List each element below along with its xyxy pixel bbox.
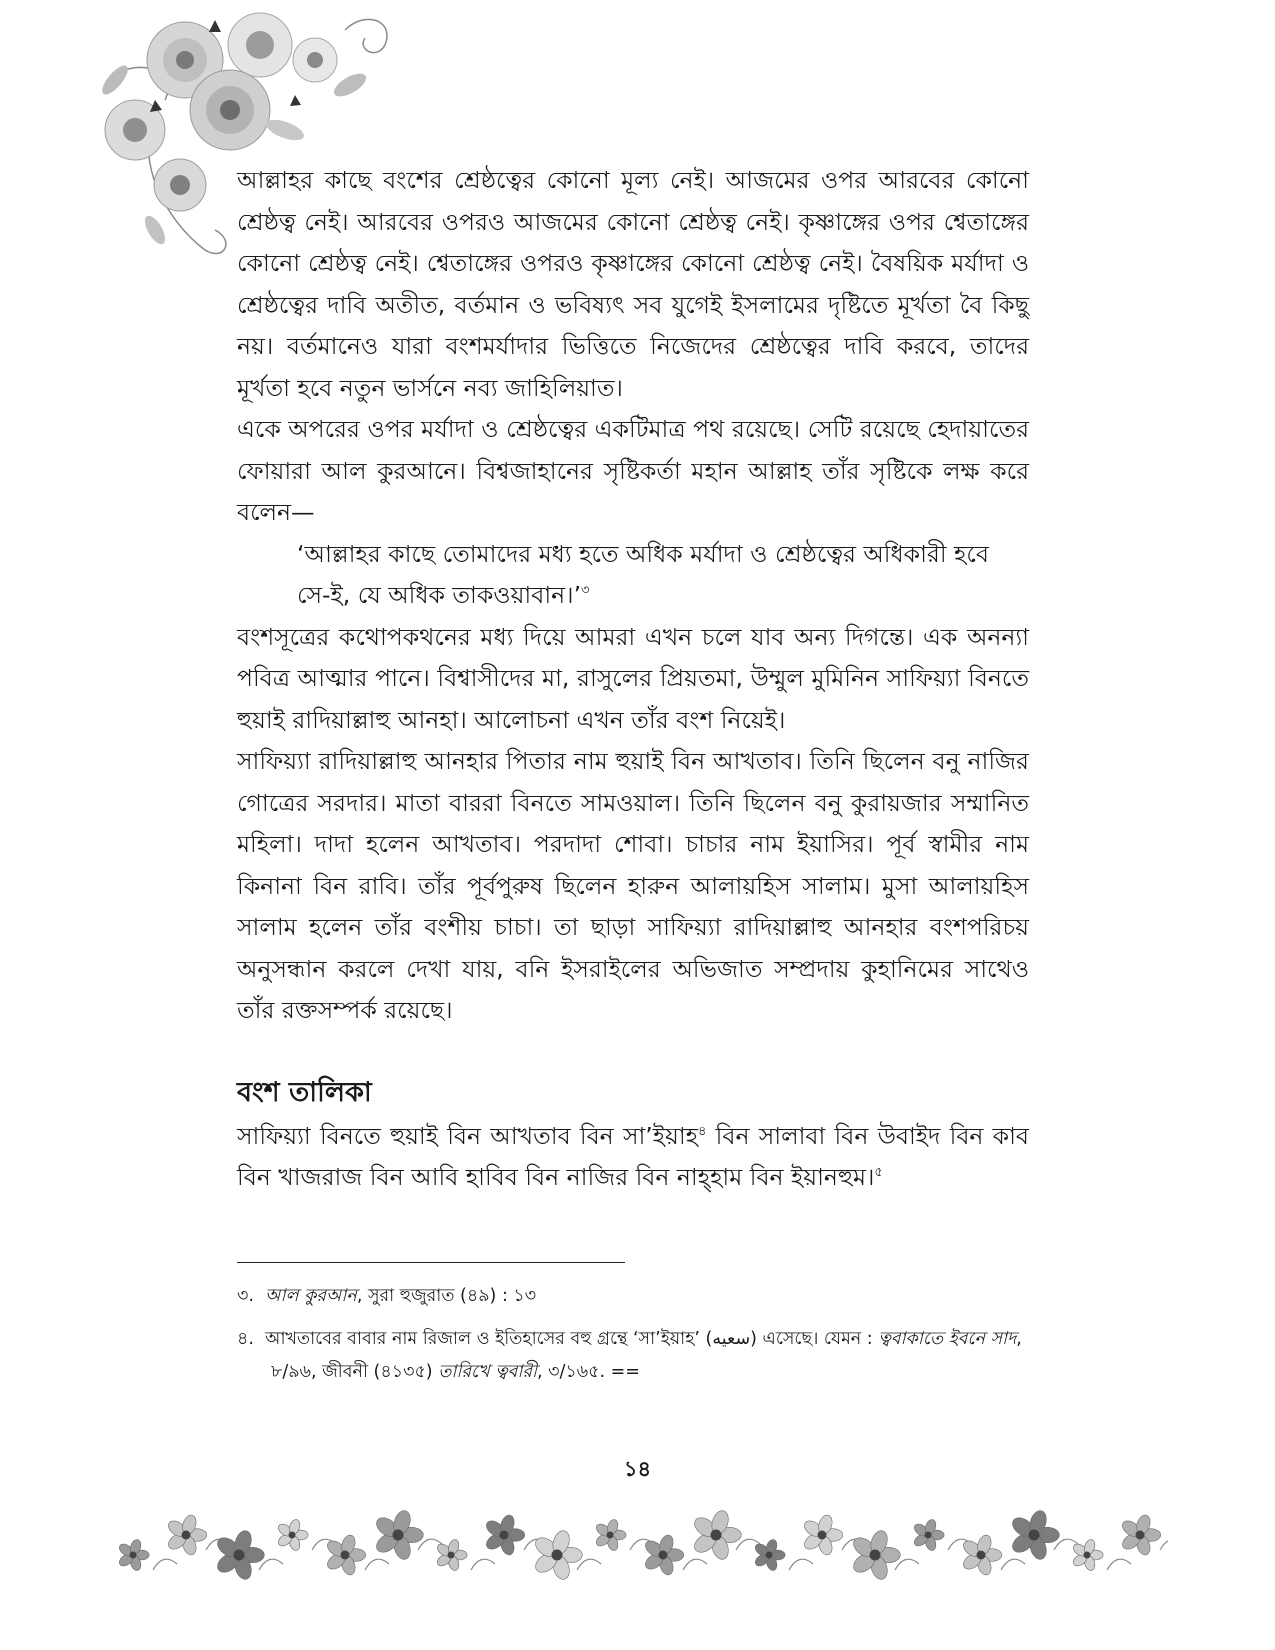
lineage-paragraph xyxy=(237,1116,1029,1199)
footnote-4-text-3: , ৮/৯৬, জীবনী (৪১৩৫) xyxy=(271,1329,1022,1382)
footnote-4-book-1: ত্ববাকাতে ইবনে সাদ xyxy=(878,1329,1017,1349)
footnote-4-text-2: ) এসেছে। যেমন : xyxy=(750,1329,879,1349)
footnote-3-source: আল কুরআন xyxy=(265,1286,357,1306)
footnote-4-text-4: , ৩/১৬৫. == xyxy=(537,1362,640,1382)
footnote-divider xyxy=(237,1262,625,1263)
floral-bottom-border xyxy=(108,1500,1168,1590)
footnote-4-book-2: তারিখে ত্ববারী xyxy=(438,1362,538,1382)
section-heading: বংশ তালিকা xyxy=(237,1076,372,1108)
lineage-text-1: সাফিয়্যা বিনতে হুয়াই বিন আখতাব বিন সা’ইয়াহ xyxy=(237,1121,698,1150)
paragraph-4: সাফিয়্যা রাদিয়াল্লাহু আনহার পিতার নাম হুয়াই বিন আখতাব। তিনি ছিলেন বনু নাজির গোত্রের সরদার। মাতা বাররা বিনতে সামওয়াল। তিনি ছিলেন বনু কুরায়জার সম্মানিত মহিলা। দাদা হলেন আখতাব। পরদাদা শোবা। চাচার নাম ইয়াসির। পূর্ব স্বামীর নাম কিনানা বিন রাবি। তাঁর পূর্বপুরুষ ছিলেন হারুন আলায়হিস সালাম। মুসা আলায়হিস সালাম হলেন তাঁর বংশীয় চাচা। তা ছাড়া সাফিয়্যা রাদিয়াল্লাহু আনহার বংশপরিচয় অনুসন্ধান করলে দেখা যায়, বনি ইসরাইলের অভিজাত সম্প্রদায় কুহানিমের সাথেও তাঁর রক্তসম্পর্ক রয়েছে। xyxy=(237,747,1029,1024)
footnote-4-number: ৪. xyxy=(237,1329,254,1349)
main-content xyxy=(237,160,1029,1199)
paragraph-2: একে অপরের ওপর মর্যাদা ও শ্রেষ্ঠত্বের একটিমাত্র পথ রয়েছে। সেটি রয়েছে হেদায়াতের ফোয়ারা আল কুরআনে। বিশ্বজাহানের সৃষ্টিকর্তা মহান আল্লাহ তাঁর সৃষ্টিকে লক্ষ করে বলেন— xyxy=(237,415,1029,526)
lineage-text-2: বিন সালাবা বিন উবাইদ বিন কাব বিন খাজরাজ বিন আবি হাবিব বিন নাজির বিন নাহ্হাম বিন ইয়ানহুম। xyxy=(237,1121,1029,1191)
footnote-3-rest: , সুরা হুজুরাত (৪৯) : ১৩ xyxy=(356,1286,537,1306)
paragraph-1: আল্লাহর কাছে বংশের শ্রেষ্ঠত্বের কোনো মূল্য নেই। আজমের ওপর আরবের কোনো শ্রেষ্ঠত্ব নেই। আরবের ওপরও আজমের কোনো শ্রেষ্ঠত্ব নেই। কৃষ্ণাঙ্গের ওপর শ্বেতাঙ্গের কোনো শ্রেষ্ঠত্ব নেই। শ্বেতাঙ্গের ওপরও কৃষ্ণাঙ্গের কোনো শ্রেষ্ঠত্ব নেই। বৈষয়িক মর্যাদা ও শ্রেষ্ঠত্বের দাবি অতীত, বর্তমান ও ভবিষ্যৎ সব যুগেই ইসলামের দৃষ্টিতে মূর্খতা বৈ কিছু নয়। বর্তমানেও যারা বংশমর্যাদার ভিত্তিতে নিজেদের শ্রেষ্ঠত্বের দাবি করবে, তাদের মূর্খতা হবে নতুন ভার্সনে নব্য জাহিলিয়াত। xyxy=(237,166,1029,402)
footnote-ref-5[interactable]: ৫ xyxy=(874,1165,883,1180)
footnote-ref-4[interactable]: ৪ xyxy=(697,1123,707,1139)
quote-text: ‘আল্লাহর কাছে তোমাদের মধ্য হতে অধিক মর্যাদা ও শ্রেষ্ঠত্বের অধিকারী হবে সে-ই, যে অধিক তাকওয়াবান।’ xyxy=(297,539,989,609)
footnote-4-arabic: سعيه xyxy=(712,1329,751,1349)
footnote-4-text-1: আখতাবের বাবার নাম রিজাল ও ইতিহাসের বহু গ্রন্থে ‘সা’ইয়াহ’ ( xyxy=(265,1329,713,1349)
footnote-4 xyxy=(237,1323,1037,1389)
footnote-3 xyxy=(237,1280,1037,1313)
page-number: ১৪ xyxy=(623,1457,652,1481)
quran-quote xyxy=(237,534,1029,617)
footnote-3-number: ৩. xyxy=(237,1286,254,1306)
footnote-ref-3[interactable]: ৩ xyxy=(581,583,590,598)
paragraph-3: বংশসূত্রের কথোপকথনের মধ্য দিয়ে আমরা এখন চলে যাব অন্য দিগন্তে। এক অনন্যা পবিত্র আত্মার পানে। বিশ্বাসীদের মা, রাসুলের প্রিয়তমা, উম্মুল মুমিনিন সাফিয়্যা বিনতে হুয়াই রাদিয়াল্লাহু আনহা। আলোচনা এখন তাঁর বংশ নিয়েই। xyxy=(237,622,1029,734)
footnotes xyxy=(237,1280,1037,1399)
